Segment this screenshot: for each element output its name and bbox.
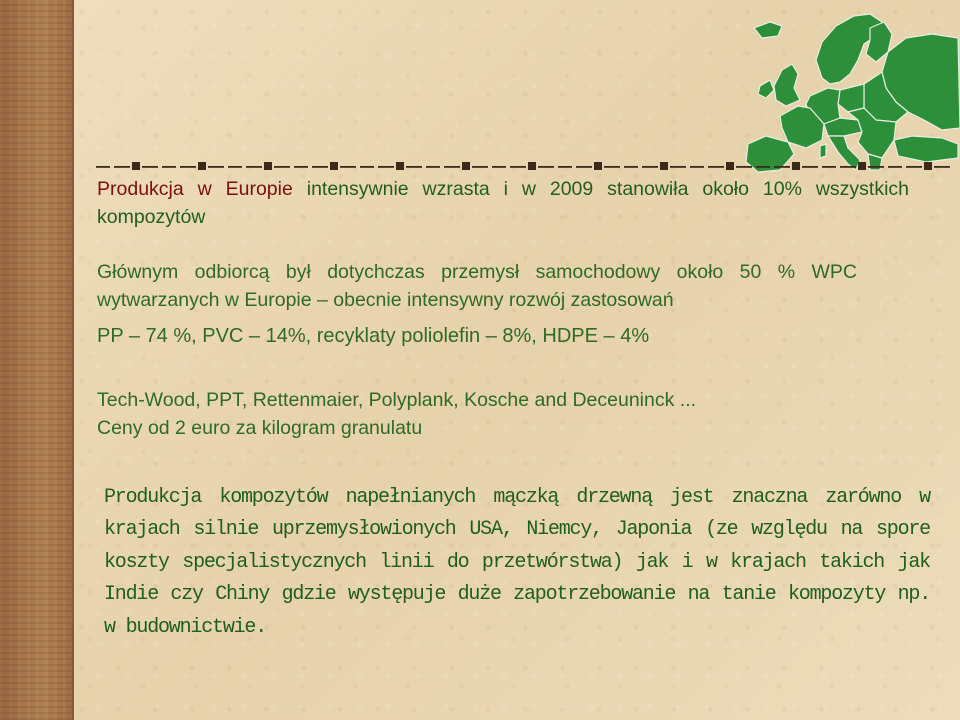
decorative-side-bar [0, 0, 74, 720]
paragraph-production-europe [97, 175, 909, 231]
paragraph-producers [97, 386, 857, 442]
paragraph-production-europe-rest: intensywnie wzrasta i w 2009 stanowiła około 10% wszystkich kompozytów [97, 178, 909, 228]
paragraph-main-recipient-line1: Głównym odbiorcą był dotychczas przemysł samochodowy około 50 % WPC [97, 261, 857, 283]
paragraph-main-recipient-line2: wytwarzanych w Europie – obecnie intensywny rozwój zastosowań [97, 289, 674, 311]
paragraph-main-recipient [97, 258, 857, 314]
europe-map-icon [736, 8, 960, 173]
highlight-production-europe: Produkcja w Europie [97, 178, 293, 200]
producers-list: Tech-Wood, PPT, Rettenmaier, Polyplank, Kosche and Deceuninck ... [97, 389, 697, 411]
price-info: Ceny od 2 euro za kilogram granulatu [97, 417, 423, 439]
dash-square-divider [96, 158, 956, 176]
paragraph-material-shares: PP – 74 %, PVC – 14%, recyklaty poliolefin – 8%, HDPE – 4% [97, 325, 650, 347]
paragraph-wood-flour-composites: Produkcja kompozytów napełnianych mączką drzewną jest znaczna zarówno w krajach silnie uprzemysłowionych USA, Niemcy, Japonia (ze względu na spore koszty specjalistycznych linii do przetwórstwa) jak i w krajach takich jak Indie czy Chiny gdzie występuje duże zapotrzebowanie na tanie kompozyty np. w budownictwie. [104, 486, 930, 639]
